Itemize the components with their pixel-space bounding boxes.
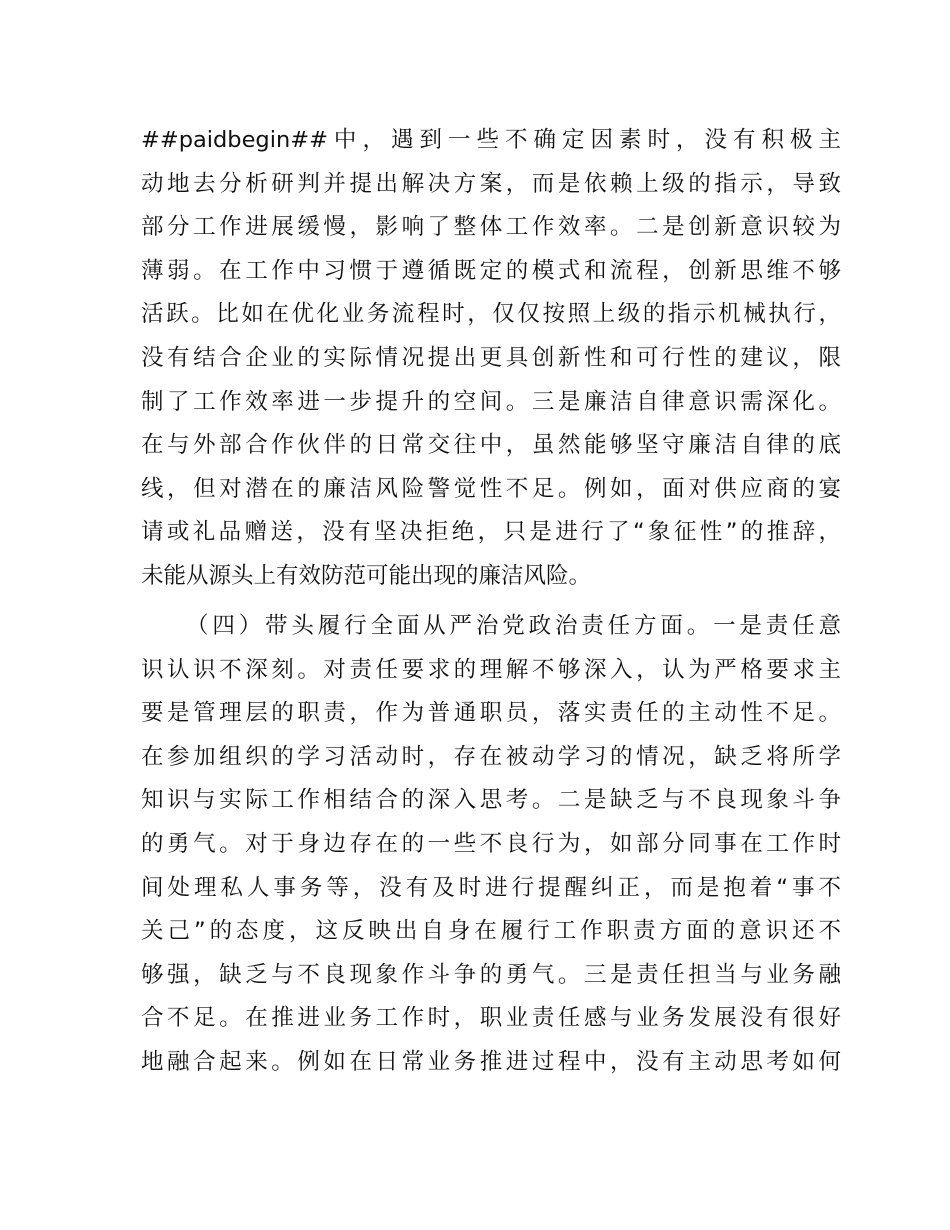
text-line: ##paidbegin##中，遇到一些不确定因素时，没有积极主 <box>141 127 841 153</box>
text-line: 部分工作进展缓慢，影响了整体工作效率。二是创新意识较为 <box>141 214 841 241</box>
text-line: 的勇气。对于身边存在的一些不良行为，如部分同事在工作时 <box>141 830 841 857</box>
text-line: 请或礼品赠送，没有坚决拒绝，只是进行了“象征性”的推辞， <box>141 519 841 546</box>
text-line: 识认识不深刻。对责任要求的理解不够深入，认为严格要求主 <box>141 656 841 683</box>
text-line: 动地去分析研判并提出解决方案，而是依赖上级的指示，导致 <box>141 170 841 197</box>
text-line: 关己”的态度，这反映出自身在履行工作职责方面的意识还不 <box>141 918 841 945</box>
text-line: 线，但对潜在的廉洁风险警觉性不足。例如，面对供应商的宴 <box>141 475 841 502</box>
paragraph-1 <box>141 119 841 599</box>
text-line-last: 未能从源头上有效防范可能出现的廉洁风险。 <box>141 562 592 589</box>
text-line: 没有结合企业的实际情况提出更具创新性和可行性的建议，限 <box>141 344 841 371</box>
text-line: 要是管理层的职责，作为普通职员，落实责任的主动性不足。 <box>141 700 841 727</box>
text-line: 活跃。比如在优化业务流程时，仅仅按照上级的指示机械执行， <box>141 301 841 328</box>
text-line: 间处理私人事务等，没有及时进行提醒纠正，而是抱着“事不 <box>141 874 841 901</box>
text-line: 知识与实际工作相结合的深入思考。二是缺乏与不良现象斗争 <box>141 787 841 814</box>
text-line: 够强，缺乏与不良现象作斗争的勇气。三是责任担当与业务融 <box>141 961 841 988</box>
paragraph-2 <box>141 605 841 1085</box>
text-line: 制了工作效率进一步提升的空间。三是廉洁自律意识需深化。 <box>141 388 841 415</box>
text-line: 在与外部合作伙伴的日常交往中，虽然能够坚守廉洁自律的底 <box>141 432 841 459</box>
text-line-first-indented: （四）带头履行全面从严治党政治责任方面。一是责任意 <box>186 613 841 639</box>
text-line: 在参加组织的学习活动时，存在被动学习的情况，缺乏将所学 <box>141 743 841 770</box>
text-line: 合不足。在推进业务工作时，职业责任感与业务发展没有很好 <box>141 1005 841 1032</box>
text-line: 薄弱。在工作中习惯于遵循既定的模式和流程，创新思维不够 <box>141 257 841 284</box>
text-line: 地融合起来。例如在日常业务推进过程中，没有主动思考如何 <box>141 1048 841 1075</box>
